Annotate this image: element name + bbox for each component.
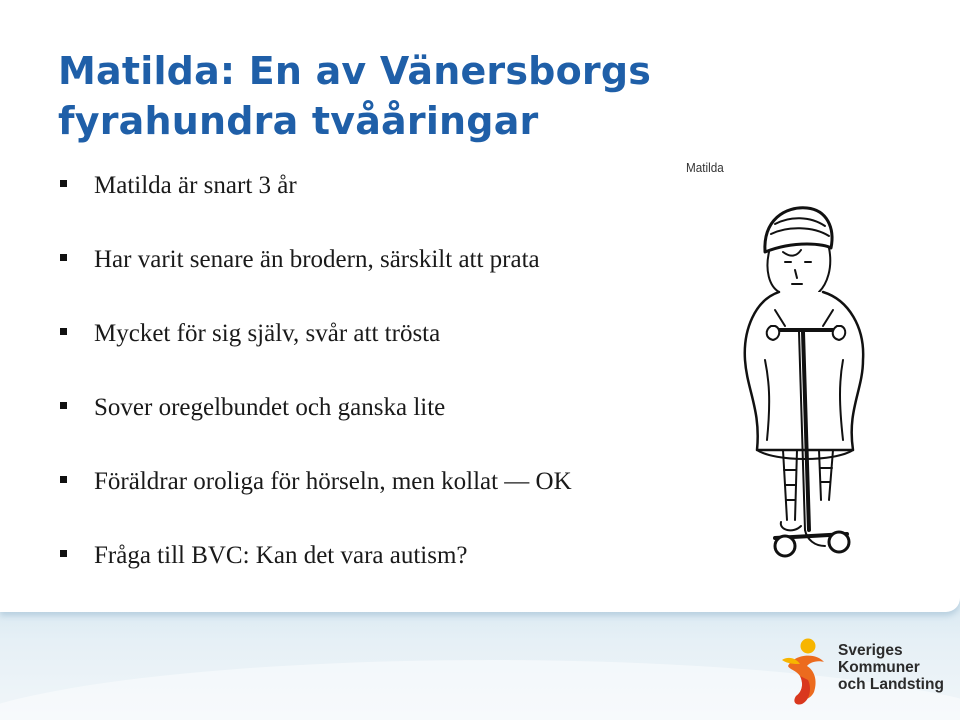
bullet-square-icon: [60, 476, 67, 483]
bullet-text: Föräldrar oroliga för hörseln, men kollat — OK: [94, 468, 572, 495]
bullet-square-icon: [60, 402, 67, 409]
figure-caption: Matilda: [686, 160, 724, 175]
bullet-item: [58, 466, 572, 540]
skl-figure-logo-icon: [780, 636, 832, 706]
bullet-text: Mycket för sig själv, svår att trösta: [94, 320, 441, 347]
bullet-square-icon: [60, 328, 67, 335]
logo-line-2: Kommuner: [838, 659, 920, 676]
bullet-square-icon: [60, 254, 67, 261]
girl-on-scooter-illustration: [735, 200, 875, 565]
bullet-square-icon: [60, 180, 67, 187]
bullet-text: Har varit senare än brodern, särskilt att prata: [94, 246, 540, 273]
bullet-item: [58, 392, 572, 466]
slide-title-line-1: Matilda: En av Vänersborgs: [58, 49, 652, 93]
slide-title: [58, 46, 651, 146]
bullet-item: [58, 540, 572, 614]
bullet-item: [58, 244, 572, 318]
bullet-item: [58, 170, 572, 244]
bullet-list: [58, 170, 572, 614]
logo-line-3: och Landsting: [838, 676, 944, 693]
bullet-text: Matilda är snart 3 år: [94, 172, 297, 199]
bullet-text: Sover oregelbundet och ganska lite: [94, 394, 446, 421]
bullet-square-icon: [60, 550, 67, 557]
bullet-text: Fråga till BVC: Kan det vara autism?: [94, 542, 468, 569]
skl-logo: [780, 636, 950, 706]
slide-title-line-2: fyrahundra tvååringar: [58, 99, 539, 143]
logo-line-1: Sveriges: [838, 642, 903, 659]
bullet-item: [58, 318, 572, 392]
skl-logo-text: [838, 642, 944, 693]
